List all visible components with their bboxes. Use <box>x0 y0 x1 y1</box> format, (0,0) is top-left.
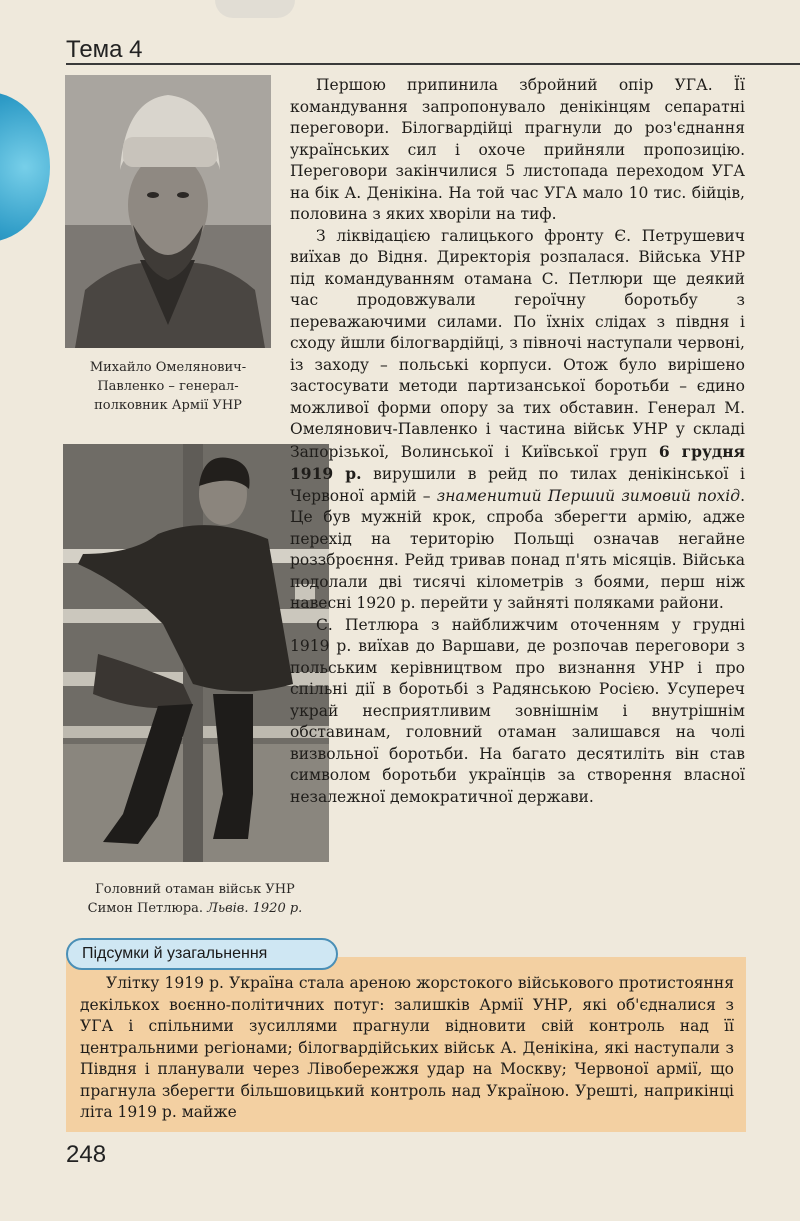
petliura-caption <box>55 880 335 918</box>
portrait-caption-line1: Михайло Омелянович- <box>89 360 247 375</box>
paragraph-2-part-c: . Це був мужній крок, спроба зберегти армію, адже перехід на територію Польщі означав негайне роззброєння. Рейд тривав понад п'ять місяців. Війська подолали дві тисячі кілометрів з боями, перш ніж навесні 1920 р. перейти у зайняті поляками райони. <box>290 486 745 612</box>
portrait-caption-line2: Павленко – генерал- <box>97 379 239 394</box>
header-rule <box>66 63 800 65</box>
summary-heading: Підсумки й узагальнення <box>66 938 338 970</box>
page-number: 248 <box>66 1141 107 1168</box>
top-tab-decoration <box>215 0 295 18</box>
petliura-caption-line2 <box>55 899 335 918</box>
portrait-photo-omelianovych-pavlenko <box>65 75 271 348</box>
petliura-caption-line1: Головний отаман військ УНР <box>95 882 295 897</box>
summary-text: Улітку 1919 р. Україна стала ареною жорстокого військового протистояння декількох воєнно-політичних потуг: залишків Армії УНР, які об'єдналися з УГА і спільними зусиллями прагнули відновити свій контроль над її центральними регіонами; білогвардійських військ А. Денікіна, які наступали з Півдня і планували через Лівобережжя удар на Москву; Червоної армії, що прагнула зберегти більшовицький контроль над Україною. Урешті, наприкінці літа 1919 р. майже <box>80 974 734 1121</box>
paragraph-2 <box>290 226 745 615</box>
paragraph-2-part-b: вирушили в рейд по тилах денікінської і Червоної армій – <box>290 465 745 505</box>
petliura-caption-place: Львів. 1920 р. <box>207 901 303 916</box>
petliura-caption-name: Симон Петлюра. <box>87 901 208 916</box>
paragraph-3: С. Петлюра з найближчим оточенням у грудні 1919 р. виїхав до Варшави, де розпочав переговори з польським керівництвом про визнання УНР і про спільні дії в боротьбі з Радянською Росією. Усупереч украй несприятливим зовнішнім і внутрішнім обставинам, головний отаман залишався на чолі визвольної боротьби. На багато десятиліть він став символом боротьби українців за створення власної незалежної демократичної держави. <box>290 615 745 806</box>
paragraph-1: Першою припинила збройний опір УГА. Її командування запропонувало денікінцям сепаратні переговори. Білогвардійці прагнули до роз'єднання українських сил і охоче прийняли пропозицію. Переговори закінчилися 5 листопада переходом УГА на бік А. Денікіна. На той час УГА мало 10 тис. бійців, половина з яких хворіли на тиф. <box>290 76 745 223</box>
portrait-caption <box>55 358 281 415</box>
text-block-main <box>290 75 745 808</box>
topic-label: Тема 4 <box>66 36 143 63</box>
section-marker-tab <box>0 92 50 242</box>
summary-box <box>66 957 746 1132</box>
portrait-caption-line3: полковник Армії УНР <box>94 398 242 413</box>
paragraph-2-date: 6 грудня 1919 р. <box>290 441 745 483</box>
paragraph-2-part-a: З ліквідацією галицького фронту Є. Петрушевич виїхав до Відня. Директорія розпалася. Війська УНР під командуванням отамана С. Петлюри ще деякий час продовжували героїчну боротьбу з переважаючими силами. По їхніх слідах з півдня і сходу йшли білогвардійці, з півночі наступали червоні, із заходу – польські корпуси. Отож було вирішено застосувати методи партизанської боротьби – єдино можливої форми опору за тих обставин. Генерал М. Омелянович-Павленко і частина військ УНР у складі Запорізької, Волинської і Київської груп <box>290 226 745 461</box>
paragraph-2-term: знаменитий Перший зимовий похід <box>436 486 741 505</box>
